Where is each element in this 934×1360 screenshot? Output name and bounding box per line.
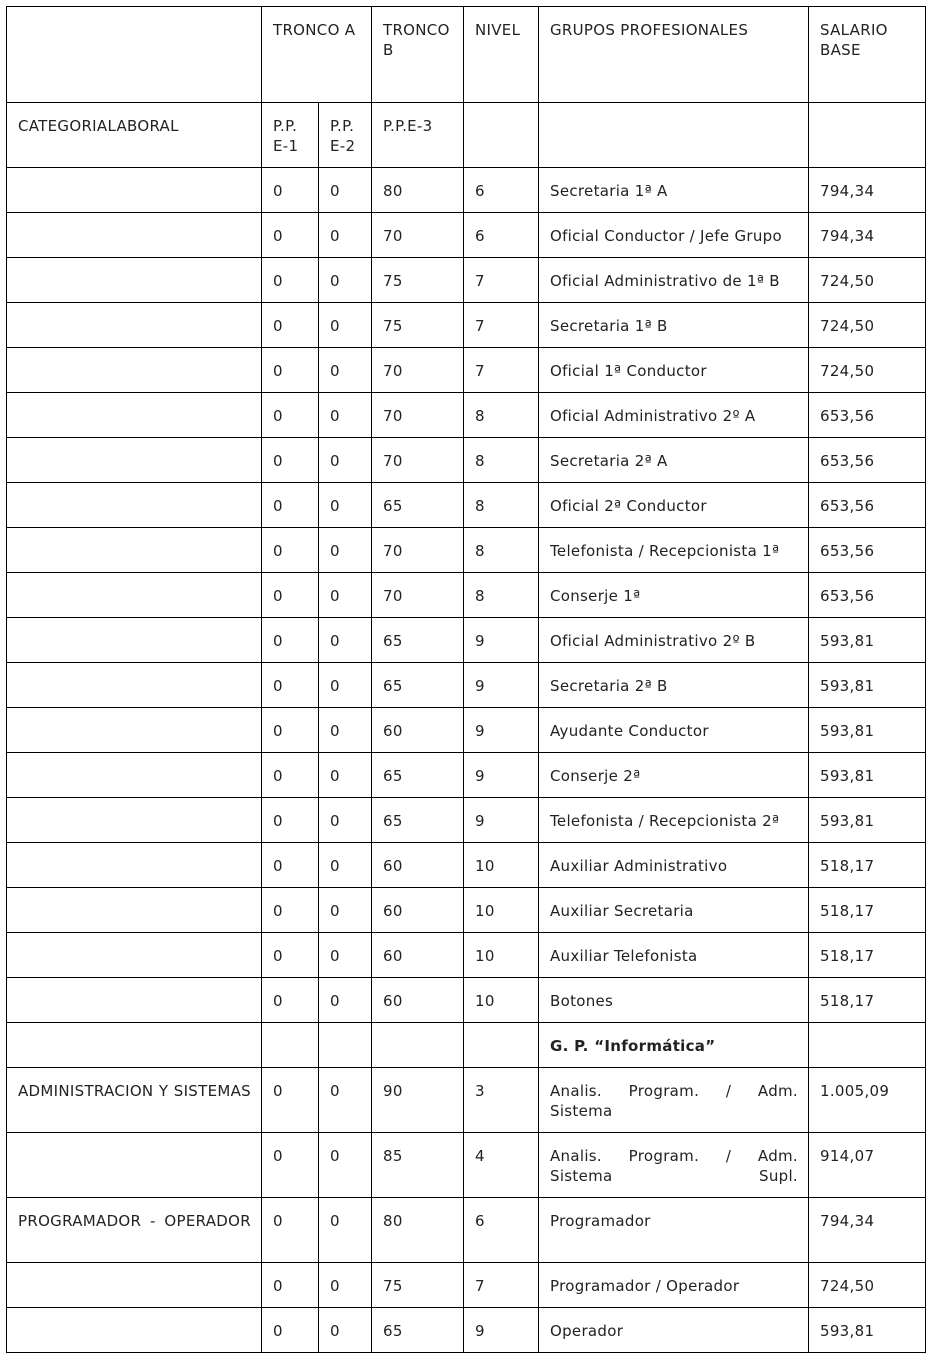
header-salario-base: SALARIO BASE xyxy=(809,7,926,103)
grupo-cell: Ayudante Conductor xyxy=(539,708,809,753)
ppe3-cell: 80 xyxy=(372,1198,464,1263)
grupo-cell: Telefonista / Recepcionista 2ª xyxy=(539,798,809,843)
grupo-cell: Auxiliar Administrativo xyxy=(539,843,809,888)
ppe3-cell: 70 xyxy=(372,573,464,618)
ppe1-cell: 0 xyxy=(262,258,319,303)
ppe2-cell: 0 xyxy=(319,573,372,618)
ppe1-cell: 0 xyxy=(262,1198,319,1263)
grupo-cell: Conserje 2ª xyxy=(539,753,809,798)
header-empty-cell xyxy=(7,7,262,103)
ppe3-cell: 60 xyxy=(372,888,464,933)
grupo-cell: Conserje 1ª xyxy=(539,573,809,618)
nivel-cell: 10 xyxy=(464,843,539,888)
ppe3-cell: 70 xyxy=(372,393,464,438)
ppe2-cell: 0 xyxy=(319,843,372,888)
ppe2-cell: 0 xyxy=(319,978,372,1023)
grupo-cell: Programador / Operador xyxy=(539,1263,809,1308)
section-row-informatica xyxy=(7,1023,926,1068)
nivel-cell: 3 xyxy=(464,1068,539,1133)
ppe3-cell: 60 xyxy=(372,708,464,753)
table-row xyxy=(7,618,926,663)
grupo-cell: Secretaria 2ª B xyxy=(539,663,809,708)
ppe1-cell: 0 xyxy=(262,663,319,708)
ppe1-cell: 0 xyxy=(262,483,319,528)
grupo-cell: Analis. Program. / Adm. Sistema xyxy=(539,1068,809,1133)
salario-cell: 518,17 xyxy=(809,978,926,1023)
ppe2-cell: 0 xyxy=(319,483,372,528)
ppe2-cell: 0 xyxy=(319,303,372,348)
nivel-cell: 8 xyxy=(464,528,539,573)
table-row xyxy=(7,843,926,888)
table-row xyxy=(7,168,926,213)
grupo-cell: Operador xyxy=(539,1308,809,1353)
nivel-cell: 7 xyxy=(464,1263,539,1308)
nivel-cell: 7 xyxy=(464,348,539,393)
categoria-cell xyxy=(7,348,262,393)
table-row xyxy=(7,978,926,1023)
ppe3-cell: 65 xyxy=(372,798,464,843)
categoria-cell xyxy=(7,933,262,978)
categoria-cell xyxy=(7,978,262,1023)
salario-cell: 518,17 xyxy=(809,843,926,888)
ppe1-cell: 0 xyxy=(262,1068,319,1133)
table-row xyxy=(7,573,926,618)
ppe3-cell: 65 xyxy=(372,1308,464,1353)
table-row xyxy=(7,933,926,978)
section-empty-cell xyxy=(7,1023,262,1068)
grupo-cell: Programador xyxy=(539,1198,809,1263)
ppe3-cell: 90 xyxy=(372,1068,464,1133)
salario-cell: 724,50 xyxy=(809,258,926,303)
salario-cell: 724,50 xyxy=(809,303,926,348)
salario-cell: 593,81 xyxy=(809,1308,926,1353)
categoria-cell xyxy=(7,708,262,753)
salario-cell: 593,81 xyxy=(809,753,926,798)
ppe2-cell: 0 xyxy=(319,708,372,753)
grupo-cell: Botones xyxy=(539,978,809,1023)
subheader-ppe3: P.P.E-3 xyxy=(372,103,464,168)
ppe1-cell: 0 xyxy=(262,753,319,798)
ppe2-cell: 0 xyxy=(319,1198,372,1263)
table-body xyxy=(7,7,926,1353)
ppe3-cell: 65 xyxy=(372,753,464,798)
ppe1-cell: 0 xyxy=(262,348,319,393)
grupo-cell: Auxiliar Secretaria xyxy=(539,888,809,933)
nivel-cell: 7 xyxy=(464,303,539,348)
table-row xyxy=(7,348,926,393)
grupo-cell: Auxiliar Telefonista xyxy=(539,933,809,978)
grupo-cell: Oficial Administrativo 2º A xyxy=(539,393,809,438)
salario-cell: 593,81 xyxy=(809,798,926,843)
categoria-cell xyxy=(7,888,262,933)
ppe2-cell: 0 xyxy=(319,618,372,663)
categoria-cell xyxy=(7,1308,262,1353)
ppe3-cell: 60 xyxy=(372,978,464,1023)
ppe2-cell: 0 xyxy=(319,1068,372,1133)
salario-cell: 794,34 xyxy=(809,1198,926,1263)
subheader-empty-grupos xyxy=(539,103,809,168)
nivel-cell: 9 xyxy=(464,1308,539,1353)
ppe3-cell: 60 xyxy=(372,843,464,888)
categoria-cell xyxy=(7,393,262,438)
ppe1-cell: 0 xyxy=(262,1308,319,1353)
salario-cell: 1.005,09 xyxy=(809,1068,926,1133)
ppe2-cell: 0 xyxy=(319,528,372,573)
ppe2-cell: 0 xyxy=(319,168,372,213)
table-row xyxy=(7,303,926,348)
categoria-cell xyxy=(7,258,262,303)
ppe1-cell: 0 xyxy=(262,978,319,1023)
header-tronco-b: TRONCO B xyxy=(372,7,464,103)
salario-cell: 794,34 xyxy=(809,213,926,258)
nivel-cell: 7 xyxy=(464,258,539,303)
ppe3-cell: 65 xyxy=(372,618,464,663)
table-row xyxy=(7,798,926,843)
ppe2-cell: 0 xyxy=(319,213,372,258)
header-tronco-a: TRONCO A xyxy=(262,7,372,103)
categoria-cell xyxy=(7,753,262,798)
ppe3-cell: 75 xyxy=(372,303,464,348)
categoria-cell xyxy=(7,663,262,708)
nivel-cell: 9 xyxy=(464,708,539,753)
ppe2-cell: 0 xyxy=(319,1263,372,1308)
table-row xyxy=(7,483,926,528)
header-nivel: NIVEL xyxy=(464,7,539,103)
nivel-cell: 9 xyxy=(464,798,539,843)
categoria-cell xyxy=(7,798,262,843)
subheader-empty-salario xyxy=(809,103,926,168)
ppe1-cell: 0 xyxy=(262,933,319,978)
grupo-cell: Oficial Conductor / Jefe Grupo xyxy=(539,213,809,258)
nivel-cell: 8 xyxy=(464,438,539,483)
nivel-cell: 8 xyxy=(464,483,539,528)
ppe1-cell: 0 xyxy=(262,1133,319,1198)
salario-cell: 518,17 xyxy=(809,933,926,978)
table-row xyxy=(7,1133,926,1198)
nivel-cell: 4 xyxy=(464,1133,539,1198)
table-row xyxy=(7,753,926,798)
salario-cell: 653,56 xyxy=(809,393,926,438)
ppe3-cell: 65 xyxy=(372,663,464,708)
nivel-cell: 6 xyxy=(464,1198,539,1263)
table-row xyxy=(7,438,926,483)
salario-cell: 794,34 xyxy=(809,168,926,213)
categoria-cell xyxy=(7,483,262,528)
table-row xyxy=(7,393,926,438)
ppe2-cell: 0 xyxy=(319,933,372,978)
grupo-cell: Oficial 1ª Conductor xyxy=(539,348,809,393)
ppe3-cell: 70 xyxy=(372,528,464,573)
nivel-cell: 9 xyxy=(464,618,539,663)
categoria-cell xyxy=(7,438,262,483)
ppe1-cell: 0 xyxy=(262,528,319,573)
salario-cell: 914,07 xyxy=(809,1133,926,1198)
nivel-cell: 9 xyxy=(464,753,539,798)
grupo-cell: Oficial Administrativo de 1ª B xyxy=(539,258,809,303)
ppe1-cell: 0 xyxy=(262,213,319,258)
salario-cell: 653,56 xyxy=(809,438,926,483)
subheader-categoria-laboral: CATEGORIALABORAL xyxy=(7,103,262,168)
nivel-cell: 6 xyxy=(464,213,539,258)
ppe2-cell: 0 xyxy=(319,663,372,708)
grupo-cell: Analis. Program. / Adm. Sistema Supl. xyxy=(539,1133,809,1198)
section-empty-cell xyxy=(319,1023,372,1068)
salario-cell: 724,50 xyxy=(809,348,926,393)
table-row xyxy=(7,663,926,708)
table-row xyxy=(7,528,926,573)
table-row xyxy=(7,1263,926,1308)
subheader-ppe2: P.P. E-2 xyxy=(319,103,372,168)
ppe2-cell: 0 xyxy=(319,348,372,393)
table-row xyxy=(7,888,926,933)
salary-table xyxy=(6,6,926,1353)
grupo-cell: Secretaria 1ª B xyxy=(539,303,809,348)
categoria-cell xyxy=(7,528,262,573)
ppe3-cell: 70 xyxy=(372,438,464,483)
section-empty-cell xyxy=(464,1023,539,1068)
section-title: G. P. “Informática” xyxy=(539,1023,809,1068)
subheader-empty-nivel xyxy=(464,103,539,168)
table-row xyxy=(7,1308,926,1353)
ppe3-cell: 75 xyxy=(372,258,464,303)
nivel-cell: 10 xyxy=(464,933,539,978)
categoria-cell: ADMINISTRACION Y SISTEMAS xyxy=(7,1068,262,1133)
ppe1-cell: 0 xyxy=(262,168,319,213)
nivel-cell: 6 xyxy=(464,168,539,213)
categoria-cell xyxy=(7,303,262,348)
salario-cell: 653,56 xyxy=(809,573,926,618)
ppe2-cell: 0 xyxy=(319,753,372,798)
ppe3-cell: 65 xyxy=(372,483,464,528)
ppe1-cell: 0 xyxy=(262,708,319,753)
ppe3-cell: 70 xyxy=(372,213,464,258)
salario-cell: 518,17 xyxy=(809,888,926,933)
table-row xyxy=(7,258,926,303)
ppe3-cell: 85 xyxy=(372,1133,464,1198)
ppe1-cell: 0 xyxy=(262,393,319,438)
table-row xyxy=(7,708,926,753)
categoria-cell xyxy=(7,843,262,888)
ppe1-cell: 0 xyxy=(262,843,319,888)
nivel-cell: 9 xyxy=(464,663,539,708)
categoria-cell xyxy=(7,1133,262,1198)
section-empty-cell xyxy=(372,1023,464,1068)
subheader-ppe1: P.P. E-1 xyxy=(262,103,319,168)
nivel-cell: 10 xyxy=(464,978,539,1023)
salario-cell: 724,50 xyxy=(809,1263,926,1308)
categoria-cell xyxy=(7,1263,262,1308)
salario-cell: 593,81 xyxy=(809,618,926,663)
categoria-cell xyxy=(7,618,262,663)
ppe3-cell: 75 xyxy=(372,1263,464,1308)
ppe3-cell: 80 xyxy=(372,168,464,213)
categoria-cell xyxy=(7,168,262,213)
salario-cell: 653,56 xyxy=(809,528,926,573)
categoria-cell xyxy=(7,573,262,618)
ppe2-cell: 0 xyxy=(319,393,372,438)
ppe2-cell: 0 xyxy=(319,258,372,303)
salario-cell: 593,81 xyxy=(809,663,926,708)
categoria-cell: PROGRAMADOR - OPERADOR xyxy=(7,1198,262,1263)
ppe1-cell: 0 xyxy=(262,798,319,843)
nivel-cell: 10 xyxy=(464,888,539,933)
section-empty-cell xyxy=(262,1023,319,1068)
ppe2-cell: 0 xyxy=(319,438,372,483)
grupo-cell: Oficial Administrativo 2º B xyxy=(539,618,809,663)
ppe1-cell: 0 xyxy=(262,618,319,663)
ppe2-cell: 0 xyxy=(319,1133,372,1198)
header-grupos-profesionales: GRUPOS PROFESIONALES xyxy=(539,7,809,103)
subheader-row xyxy=(7,103,926,168)
salario-cell: 653,56 xyxy=(809,483,926,528)
categoria-cell xyxy=(7,213,262,258)
table-row xyxy=(7,1068,926,1133)
ppe3-cell: 70 xyxy=(372,348,464,393)
ppe1-cell: 0 xyxy=(262,438,319,483)
header-row xyxy=(7,7,926,103)
table-row xyxy=(7,1198,926,1263)
ppe1-cell: 0 xyxy=(262,573,319,618)
ppe2-cell: 0 xyxy=(319,798,372,843)
grupo-cell: Secretaria 2ª A xyxy=(539,438,809,483)
grupo-cell: Telefonista / Recepcionista 1ª xyxy=(539,528,809,573)
ppe1-cell: 0 xyxy=(262,1263,319,1308)
nivel-cell: 8 xyxy=(464,573,539,618)
ppe1-cell: 0 xyxy=(262,888,319,933)
salario-cell: 593,81 xyxy=(809,708,926,753)
nivel-cell: 8 xyxy=(464,393,539,438)
table-row xyxy=(7,213,926,258)
ppe2-cell: 0 xyxy=(319,1308,372,1353)
ppe2-cell: 0 xyxy=(319,888,372,933)
grupo-cell: Secretaria 1ª A xyxy=(539,168,809,213)
ppe1-cell: 0 xyxy=(262,303,319,348)
grupo-cell: Oficial 2ª Conductor xyxy=(539,483,809,528)
section-empty-cell xyxy=(809,1023,926,1068)
ppe3-cell: 60 xyxy=(372,933,464,978)
